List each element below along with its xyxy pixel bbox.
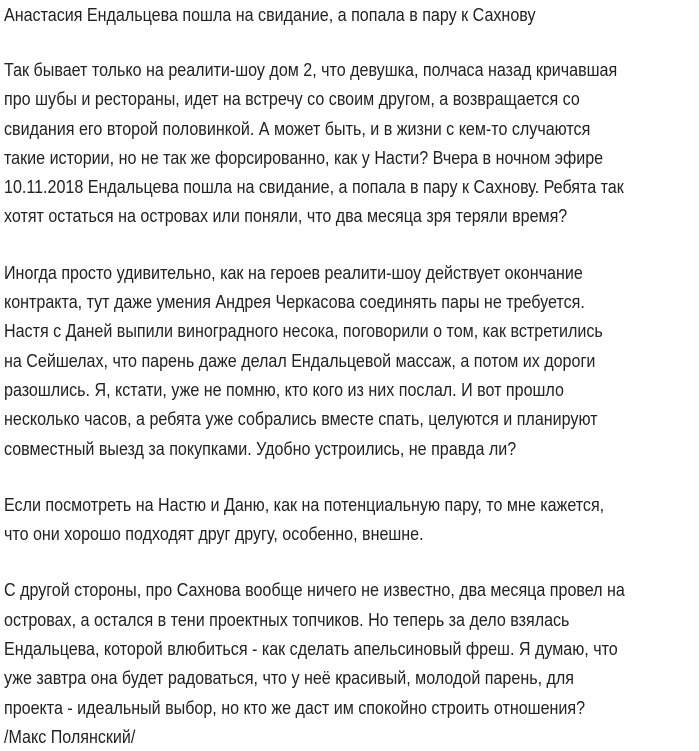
paragraph-line: несколько часов, а ребята уже собрались вместе спать, целуются и планируют	[4, 408, 598, 430]
article-paragraph-1	[4, 55, 687, 231]
paragraph-line: контракта, тут даже умения Андрея Черкасова соединять пары не требуется.	[4, 291, 585, 313]
paragraph-line: совместный выезд за покупками. Удобно устроились, не правда ли?	[4, 437, 517, 459]
paragraph-line: проекта - идеальный выбор, но кто же даст им спокойно строить отношения?	[4, 696, 586, 718]
paragraph-line: Ендальцева, которой влюбиться - как сделать апельсиновый фреш. Я думаю, что	[4, 638, 618, 660]
paragraph-line: на Сейшелах, что парень даже делал Ендальцевой массаж, а потом их дороги	[4, 349, 596, 371]
article-paragraph-3	[4, 490, 687, 549]
paragraph-line: островах, а остался в тени проектных топчиков. Но теперь за дело взялась	[4, 608, 570, 630]
paragraph-line: про шубы и рестораны, идет на встречу со своим другом, а возвращается со	[4, 88, 580, 110]
article-paragraph-2	[4, 258, 687, 463]
paragraph-line: что они хорошо подходят друг другу, особенно, внешне.	[4, 523, 424, 545]
paragraph-line: 10.11.2018 Ендальцева пошла на свидание, а попала в пару к Сахнову. Ребята так	[4, 176, 624, 198]
article-title: Анастасия Ендальцева пошла на свидание, а попала в пару к Сахнову	[4, 4, 536, 25]
paragraph-line: уже завтра она будет радоваться, что у неё красивый, молодой парень, для	[4, 667, 574, 689]
paragraph-line: Если посмотреть на Настю и Даню, как на потенциальную пару, то мне кажется,	[4, 493, 605, 515]
paragraph-line: такие истории, но не так же форсированно, как у Насти? Вчера в ночном эфире	[4, 146, 604, 168]
paragraph-line: свидания его второй половинкой. А может быть, и в жизни с кем-то случаются	[4, 117, 591, 139]
paragraph-line: хотят остаться на островах или поняли, что два месяца зря теряли время?	[4, 205, 568, 227]
paragraph-line: Так бывает только на реалити-шоу дом 2, что девушка, полчаса назад кричавшая	[4, 59, 618, 80]
article-paragraph-4	[4, 575, 687, 751]
article	[4, 0, 687, 751]
author-signature: /Макс Полянский/	[4, 725, 136, 747]
paragraph-line: Настя с Даней выпили виноградного несока, поговорили о том, как встретились	[4, 320, 603, 342]
paragraph-line: Иногда просто удивительно, как на героев реалити-шоу действует окончание	[4, 261, 583, 283]
paragraph-line: С другой стороны, про Сахнова вообще ничего не известно, два месяца провел на	[4, 579, 625, 601]
paragraph-line: разошлись. Я, кстати, уже не помню, кто кого из них послал. И вот прошло	[4, 378, 564, 400]
